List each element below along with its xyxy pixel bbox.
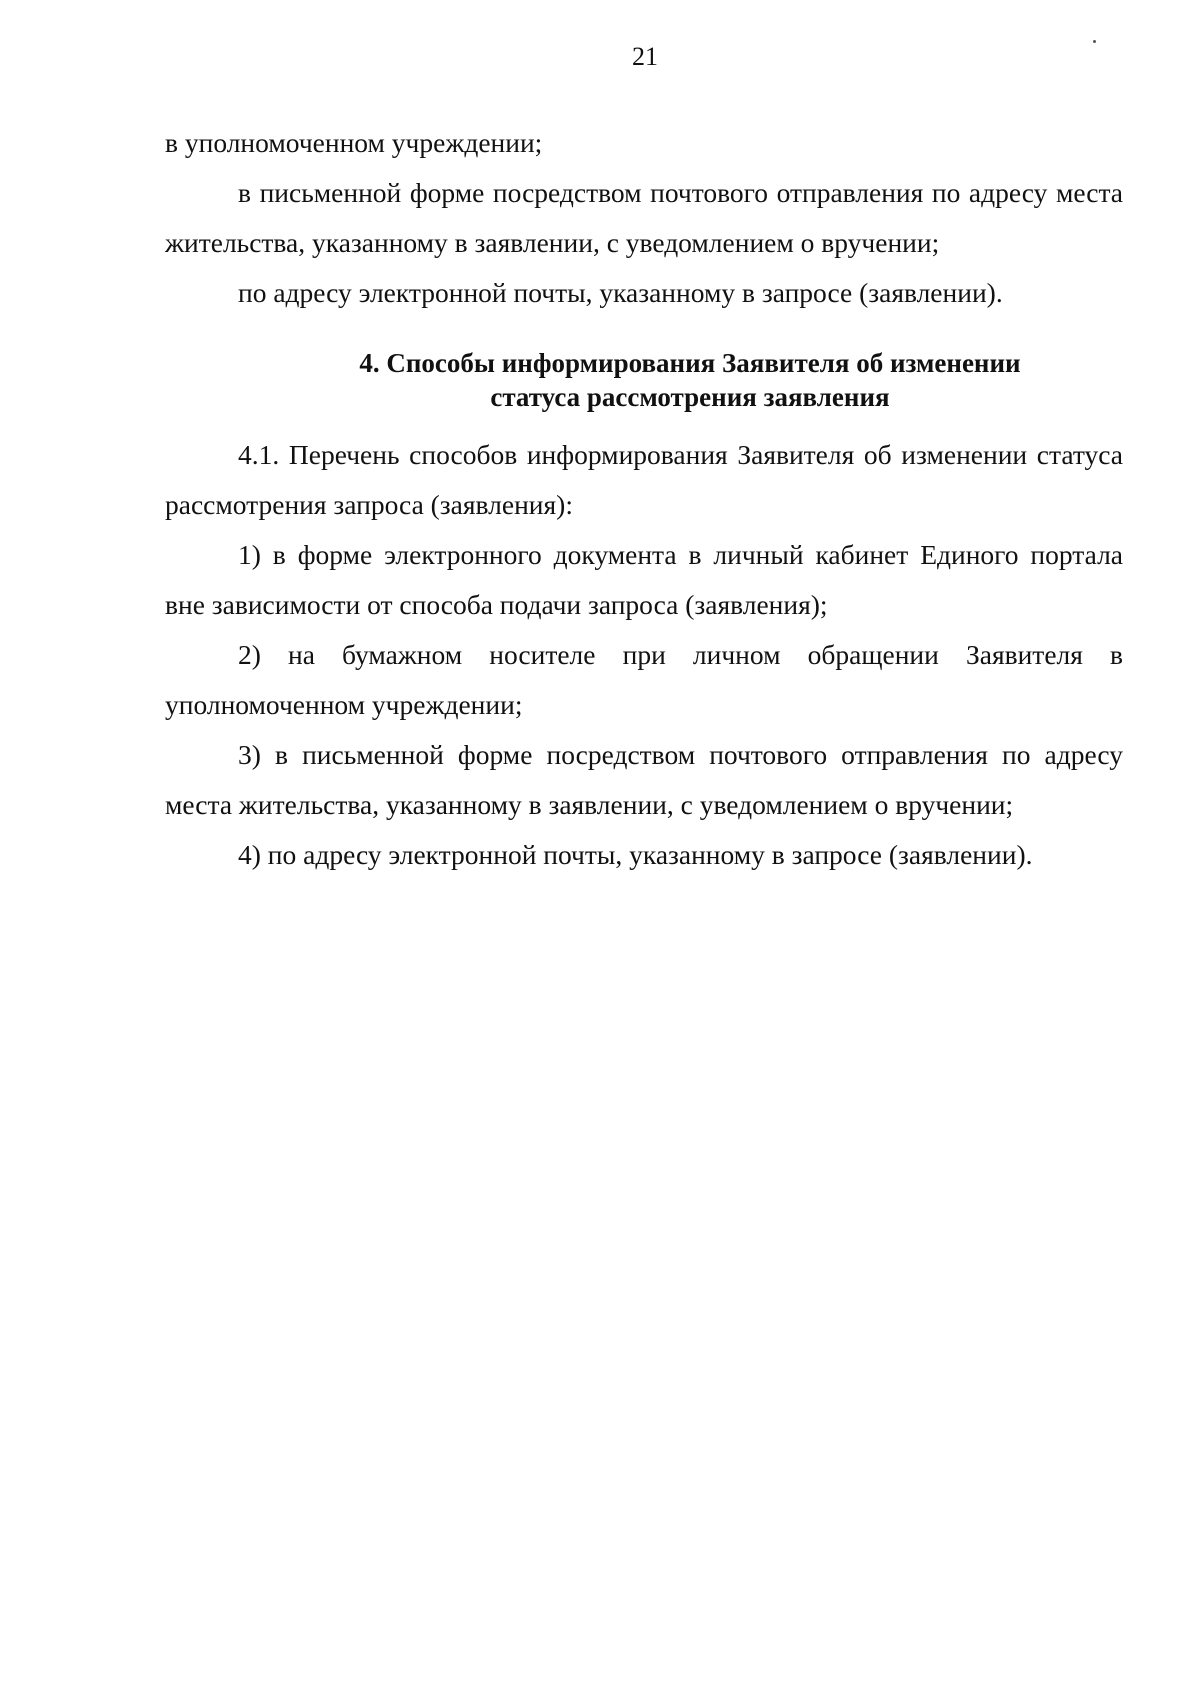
paragraph: в письменной форме посредством почтового отправления по адресу места жительства, указанному в заявлении, с уведомлением о вручении; (165, 177, 1123, 258)
document-body (165, 118, 1123, 880)
paragraph: по адресу электронной почты, указанному в запросе (заявлении). (238, 277, 1003, 308)
paragraph: 4.1. Перечень способов информирования Заявителя об изменении статуса рассмотрения запроса (заявления): (165, 439, 1123, 520)
list-item: 1) в форме электронного документа в личный кабинет Единого портала вне зависимости от способа подачи запроса (заявления); (165, 539, 1123, 620)
scan-speck (1093, 40, 1096, 43)
section-heading (165, 346, 1123, 414)
list-item: 4) по адресу электронной почты, указанному в запросе (заявлении). (238, 839, 1033, 870)
section-heading-line: 4. Способы информирования Заявителя об изменении (359, 348, 1021, 378)
page-number: 21 (632, 42, 658, 71)
paragraph: в уполномоченном учреждении; (165, 127, 543, 158)
section-heading-line: статуса рассмотрения заявления (490, 382, 890, 412)
list-item: 2) на бумажном носителе при личном обращении Заявителя в уполномоченном учреждении; (165, 639, 1123, 720)
list-item: 3) в письменной форме посредством почтового отправления по адресу места жительства, указанному в заявлении, с уведомлением о вручении; (165, 739, 1123, 820)
